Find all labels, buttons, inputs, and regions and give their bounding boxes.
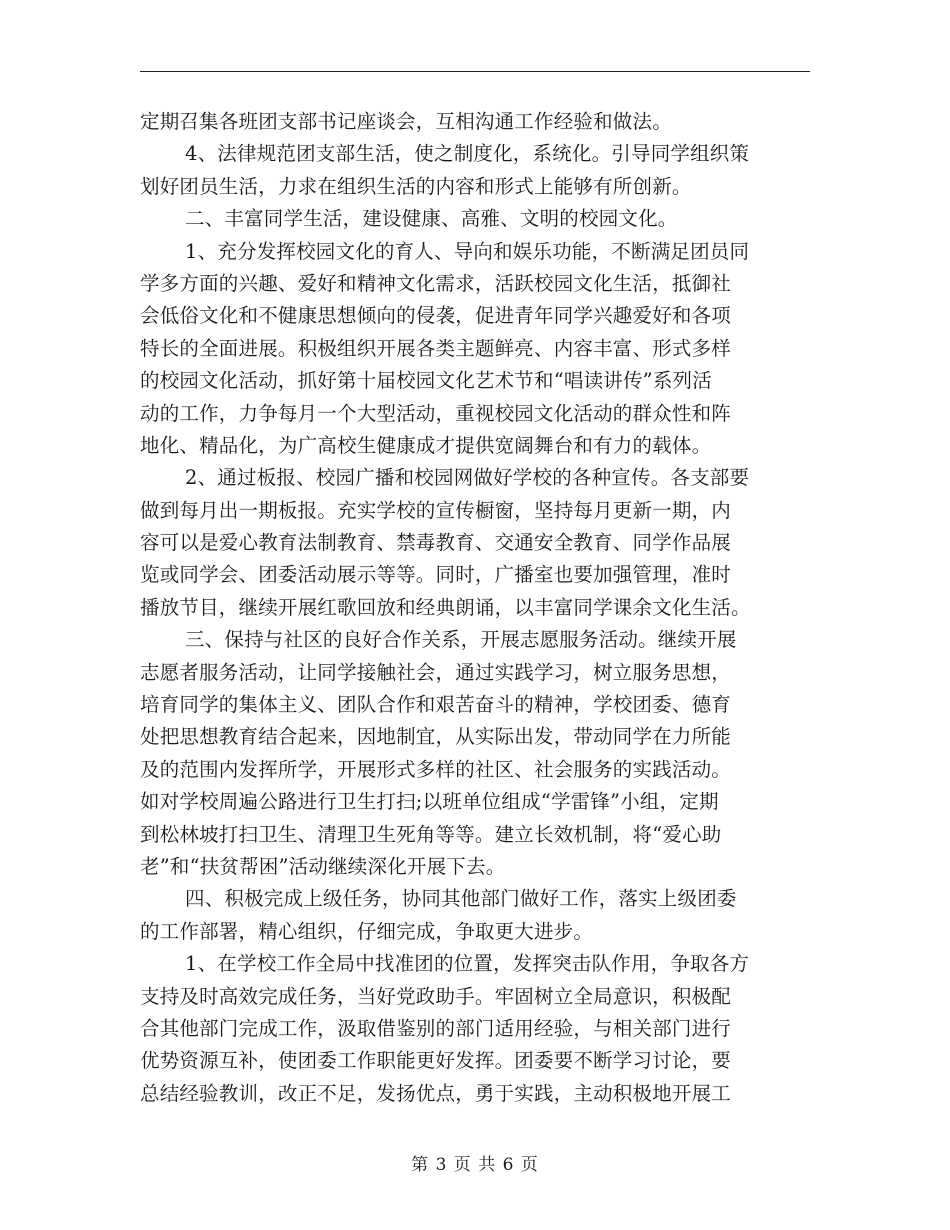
text-line: 划好团员生活，力求在组织生活的内容和形式上能够有所创新。	[140, 174, 692, 198]
page-number: 第 3 页 共 6 页	[411, 1155, 539, 1175]
text-line: 支持及时高效完成任务，当好党政助手。牢固树立全局意识，积极配	[140, 984, 732, 1008]
text-line: 做到每月出一期板报。充实学校的宣传橱窗，坚持每月更新一期，内	[140, 498, 732, 522]
text-line: 如对学校周遍公路进行卫生打扫;以班单位组成“学雷锋”小组，定期	[140, 790, 719, 814]
text-line: 老”和“扶贫帮困”活动继续深化开展下去。	[140, 854, 506, 878]
text-line: 定期召集各班团支部书记座谈会，互相沟通工作经验和做法。	[140, 110, 672, 133]
text-line: 播放节目，继续开展红歌回放和经典朗诵，以丰富同学课余文化生活。	[140, 595, 751, 619]
text-line: 1、充分发挥校园文化的育人、导向和娱乐功能，不断满足团员同	[185, 239, 750, 263]
text-line: 动的工作，力争每月一个大型活动，重视校园文化活动的群众性和阵	[140, 401, 732, 425]
text-line: 4、法律规范团支部生活，使之制度化，系统化。引导同学组织策	[185, 142, 750, 166]
text-line: 及的范围内发挥所学，开展形式多样的社区、社会服务的实践活动。	[140, 757, 732, 781]
text-line: 的工作部署，精心组织，仔细完成，争取更大进步。	[140, 919, 594, 943]
text-line: 学多方面的兴趣、爱好和精神文化需求，活跃校园文化生活，抵御社	[140, 271, 732, 295]
section-heading: 三、保持与社区的良好合作关系，开展志愿服务活动。继续开展	[185, 628, 737, 652]
text-line: 容可以是爱心教育法制教育、禁毒教育、交通安全教育、同学作品展	[140, 531, 732, 555]
text-line: 2、通过板报、校园广播和校园网做好学校的各种宣传。各支部要	[185, 466, 750, 490]
text-line: 1、在学校工作全局中找准团的位置，发挥突击队作用，争取各方	[185, 952, 750, 976]
text-line: 会低俗文化和不健康思想倾向的侵袭，促进青年同学兴趣爱好和各项	[140, 304, 732, 328]
text-line: 览或同学会、团委活动展示等等。同时，广播室也要加强管理，准时	[140, 563, 732, 587]
text-line: 志愿者服务活动，让同学接触社会，通过实践学习，树立服务思想，	[140, 660, 732, 684]
text-line: 处把思想教育结合起来，因地制宜，从实际出发，带动同学在力所能	[140, 725, 732, 749]
body-text	[140, 106, 810, 1110]
text-line: 地化、精品化，为广高校生健康成才提供宽阔舞台和有力的载体。	[140, 433, 712, 457]
text-line: 的校园文化活动，抓好第十届校园文化艺术节和“唱读讲传”系列活	[140, 369, 712, 393]
section-heading: 四、积极完成上级任务，协同其他部门做好工作，落实上级团委	[185, 887, 737, 911]
text-line: 总结经验教训，改正不足，发扬优点，勇于实践，主动积极地开展工	[140, 1081, 732, 1105]
text-line: 特长的全面进展。积极组织开展各类主题鲜亮、内容丰富、形式多样	[140, 336, 732, 360]
text-line: 优势资源互补，使团委工作职能更好发挥。团委要不断学习讨论，要	[140, 1049, 732, 1073]
header-rule	[140, 71, 810, 72]
section-heading: 二、丰富同学生活，建设健康、高雅、文明的校园文化。	[185, 207, 678, 231]
text-line: 培育同学的集体主义、团队合作和艰苦奋斗的精神，学校团委、德育	[140, 693, 732, 717]
text-line: 合其他部门完成工作，汲取借鉴别的部门适用经验，与相关部门进行	[140, 1016, 732, 1040]
text-line: 到松林坡打扫卫生、清理卫生死角等等。建立长效机制，将“爱心助	[140, 822, 722, 846]
